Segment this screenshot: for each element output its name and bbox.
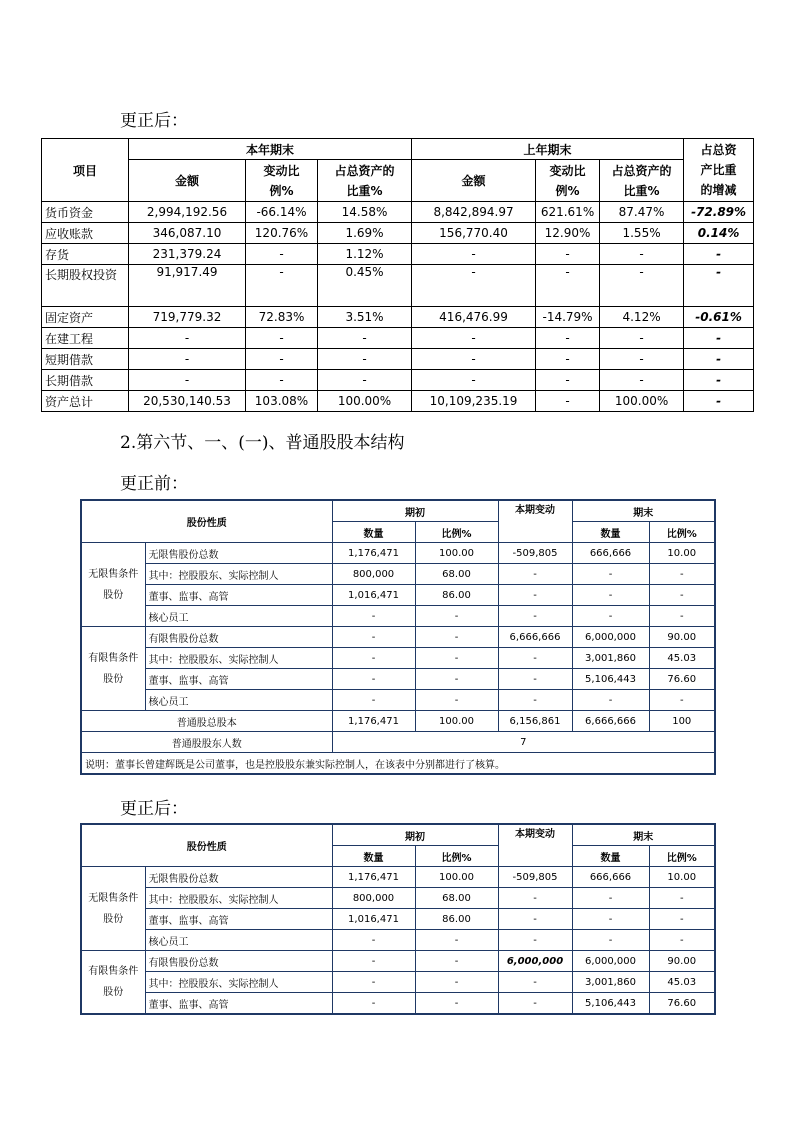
table-cell: -	[412, 244, 536, 265]
table-cell: 14.58%	[318, 202, 412, 223]
table-cell: -	[600, 370, 684, 391]
table-cell: 有限售股份总数	[145, 627, 332, 648]
table-row	[81, 669, 715, 690]
table-cell: -509,805	[498, 867, 572, 888]
table-row	[81, 564, 715, 585]
section-title: 2.第六节、一、(一)、普通股股本结构	[120, 433, 405, 453]
table-cell: -	[332, 627, 415, 648]
table-cell: 666,666	[572, 543, 649, 564]
table-row	[42, 370, 754, 391]
table-cell: -	[536, 391, 600, 412]
table-cell: 90.00	[649, 951, 715, 972]
table-cell: 董事、监事、高管	[145, 585, 332, 606]
table-cell: 核心员工	[145, 606, 332, 627]
table-cell: 货币资金	[42, 202, 129, 223]
header-qty: 数量	[332, 846, 415, 867]
table-row	[81, 930, 715, 951]
table-cell: 普通股总股本	[81, 711, 332, 732]
table-cell: 100	[649, 711, 715, 732]
table-row	[42, 349, 754, 370]
table-cell: 其中：控股股东、实际控制人	[145, 972, 332, 993]
table-cell: -	[246, 244, 318, 265]
table-cell: -	[332, 993, 415, 1015]
table-cell: -	[412, 370, 536, 391]
table-cell: 800,000	[332, 888, 415, 909]
table-cell: -	[536, 244, 600, 265]
header-qty-end: 数量	[572, 846, 649, 867]
header-amount-prior: 金额	[412, 160, 536, 202]
table-cell: -	[600, 328, 684, 349]
table-cell: -	[572, 606, 649, 627]
table-cell: 长期股权投资	[42, 265, 129, 307]
table-cell: -	[332, 606, 415, 627]
table-cell: -	[129, 328, 246, 349]
group-restricted: 有限售条件股份	[81, 951, 145, 1015]
table-cell: -	[412, 265, 536, 307]
table-cell: -	[572, 888, 649, 909]
table-cell: -	[498, 972, 572, 993]
table-cell: 100.00%	[600, 391, 684, 412]
table-row	[81, 951, 715, 972]
table-cell: 6,000,000	[572, 627, 649, 648]
table-cell: -	[684, 349, 754, 370]
table-cell: -	[415, 606, 498, 627]
table-cell: -	[536, 265, 600, 307]
table-cell: 100.00	[415, 867, 498, 888]
header-share-nature: 股份性质	[81, 824, 332, 867]
table-cell: -	[318, 370, 412, 391]
table-cell: -	[129, 349, 246, 370]
header-period-change: 本期变动	[498, 824, 572, 867]
header-ratio-end: 比例%	[649, 846, 715, 867]
holders-row	[81, 732, 715, 753]
header-share-nature: 股份性质	[81, 500, 332, 543]
table-cell: 10.00	[649, 867, 715, 888]
table-cell: -	[415, 648, 498, 669]
table-cell: 资产总计	[42, 391, 129, 412]
table-cell: 5,106,443	[572, 669, 649, 690]
header-qty: 数量	[332, 522, 415, 543]
table-cell: -	[246, 370, 318, 391]
table-cell: -	[572, 564, 649, 585]
table-row	[81, 867, 715, 888]
table-cell: 核心员工	[145, 690, 332, 711]
table-cell: -	[684, 391, 754, 412]
table-cell: -	[600, 349, 684, 370]
header-change-ratio: 变动比 例%	[246, 160, 318, 202]
table-row	[42, 391, 754, 412]
table-cell: -	[415, 993, 498, 1015]
table-cell: -	[684, 265, 754, 307]
table-cell: -	[498, 564, 572, 585]
table-cell: 90.00	[649, 627, 715, 648]
table-cell: 3,001,860	[572, 648, 649, 669]
table-cell: 10,109,235.19	[412, 391, 536, 412]
table-cell: 长期借款	[42, 370, 129, 391]
table-cell: 68.00	[415, 888, 498, 909]
table-cell: 621.61%	[536, 202, 600, 223]
table-cell: -	[649, 909, 715, 930]
table-cell: 2,994,192.56	[129, 202, 246, 223]
table-cell: 45.03	[649, 972, 715, 993]
table-cell: 其中：控股股东、实际控制人	[145, 648, 332, 669]
table-cell: -	[498, 585, 572, 606]
table-cell: -	[649, 606, 715, 627]
table-cell: -	[129, 370, 246, 391]
table-cell: -	[332, 690, 415, 711]
table-cell: -	[536, 349, 600, 370]
table-cell: 86.00	[415, 585, 498, 606]
table-cell: -	[332, 951, 415, 972]
table-cell: 20,530,140.53	[129, 391, 246, 412]
table-cell: -	[684, 328, 754, 349]
table-cell: -	[246, 349, 318, 370]
header-ratio: 比例%	[415, 522, 498, 543]
header-prior-year: 上年期末	[412, 139, 684, 160]
header-share-change: 占总资 产比重 的增减	[684, 139, 754, 202]
share-table-after	[80, 823, 716, 1015]
table-row	[81, 543, 715, 564]
table-cell: -	[649, 690, 715, 711]
table-cell: -	[332, 669, 415, 690]
table-cell: 86.00	[415, 909, 498, 930]
share-table-before	[80, 499, 716, 775]
table-cell: -	[600, 244, 684, 265]
table-cell: -	[498, 669, 572, 690]
table-cell: 8,842,894.97	[412, 202, 536, 223]
heading-before: 更正前：	[120, 474, 188, 494]
table-cell: -	[332, 930, 415, 951]
table-cell: 1,016,471	[332, 585, 415, 606]
table-cell: 0.45%	[318, 265, 412, 307]
table-cell: -	[415, 669, 498, 690]
table-cell: 72.83%	[246, 307, 318, 328]
table-cell: 91,917.49	[129, 265, 246, 307]
table-row	[42, 328, 754, 349]
table-cell: 12.90%	[536, 223, 600, 244]
table-cell: -	[332, 972, 415, 993]
corrected-value: 6,000,000	[498, 951, 572, 972]
table-cell: 100.00%	[318, 391, 412, 412]
table-cell: -	[415, 972, 498, 993]
header-end: 期末	[572, 500, 715, 522]
table-row	[81, 888, 715, 909]
table-cell: 核心员工	[145, 930, 332, 951]
total-row	[81, 711, 715, 732]
header-ratio: 比例%	[415, 846, 498, 867]
table-cell: 156,770.40	[412, 223, 536, 244]
table-cell: 应收账款	[42, 223, 129, 244]
table-cell: 1.55%	[600, 223, 684, 244]
table-row	[81, 972, 715, 993]
header-period-change: 本期变动	[498, 500, 572, 543]
table-cell: 1.69%	[318, 223, 412, 244]
table-cell: 董事、监事、高管	[145, 993, 332, 1015]
table-cell: 说明：董事长曾建辉既是公司董事，也是控股股东兼实际控制人，在该表中分别都进行了核算。	[81, 753, 715, 775]
table-cell: -	[572, 909, 649, 930]
table-row	[81, 909, 715, 930]
table-cell: 5,106,443	[572, 993, 649, 1015]
group-restricted: 有限售条件股份	[81, 627, 145, 711]
table-cell: -	[649, 585, 715, 606]
table-cell: 719,779.32	[129, 307, 246, 328]
table-cell: -	[498, 606, 572, 627]
table-cell: 6,666,666	[498, 627, 572, 648]
table-cell: -	[572, 690, 649, 711]
table-cell: -	[498, 909, 572, 930]
table-cell: -	[415, 951, 498, 972]
table-cell: -	[246, 328, 318, 349]
table-cell: -	[332, 648, 415, 669]
table-cell: -14.79%	[536, 307, 600, 328]
header-item: 项目	[42, 139, 129, 202]
table-cell: -	[412, 328, 536, 349]
table-cell: 3.51%	[318, 307, 412, 328]
table-row	[81, 993, 715, 1015]
heading-after-2: 更正后：	[120, 799, 188, 819]
table-cell: -	[536, 370, 600, 391]
table-cell: 45.03	[649, 648, 715, 669]
table-cell: -72.89%	[684, 202, 754, 223]
table-cell: 6,666,666	[572, 711, 649, 732]
header-ratio-end: 比例%	[649, 522, 715, 543]
table-cell: 1,016,471	[332, 909, 415, 930]
table-cell: -	[649, 564, 715, 585]
table-row	[81, 627, 715, 648]
table-cell: 7	[332, 732, 715, 753]
table-cell: 76.60	[649, 993, 715, 1015]
group-unrestricted: 无限售条件股份	[81, 543, 145, 627]
table-cell: -	[498, 690, 572, 711]
table-cell: 6,000,000	[572, 951, 649, 972]
table-cell: -66.14%	[246, 202, 318, 223]
table-cell: 103.08%	[246, 391, 318, 412]
header-end: 期末	[572, 824, 715, 846]
table-cell: 在建工程	[42, 328, 129, 349]
table-cell: 有限售股份总数	[145, 951, 332, 972]
table-cell: -	[684, 370, 754, 391]
table-cell: -	[572, 585, 649, 606]
table-cell: -	[649, 930, 715, 951]
table-cell: 固定资产	[42, 307, 129, 328]
header-begin: 期初	[332, 500, 498, 522]
table-cell: -	[498, 888, 572, 909]
table-cell: 存货	[42, 244, 129, 265]
table-cell: -	[318, 349, 412, 370]
table-cell: 无限售股份总数	[145, 867, 332, 888]
table-cell: 346,087.10	[129, 223, 246, 244]
table-row	[81, 690, 715, 711]
table-cell: 1.12%	[318, 244, 412, 265]
table-cell: -	[415, 627, 498, 648]
asset-table	[41, 138, 754, 412]
table-cell: 其中：控股股东、实际控制人	[145, 564, 332, 585]
table-cell: -	[498, 648, 572, 669]
table-cell: -	[649, 888, 715, 909]
table-cell: 231,379.24	[129, 244, 246, 265]
table-cell: -	[318, 328, 412, 349]
table-cell: -509,805	[498, 543, 572, 564]
table-cell: -	[246, 265, 318, 307]
table-cell: 100.00	[415, 711, 498, 732]
table-cell: 董事、监事、高管	[145, 909, 332, 930]
table-cell: 1,176,471	[332, 711, 415, 732]
table-cell: 4.12%	[600, 307, 684, 328]
table-cell: 800,000	[332, 564, 415, 585]
header-asset-ratio: 占总资产的 比重%	[318, 160, 412, 202]
table-row	[42, 244, 754, 265]
table-row	[81, 606, 715, 627]
header-asset-ratio-prior: 占总资产的 比重%	[600, 160, 684, 202]
table-cell: 0.14%	[684, 223, 754, 244]
table-cell: 68.00	[415, 564, 498, 585]
table-cell: -	[415, 930, 498, 951]
table-cell: 其中：控股股东、实际控制人	[145, 888, 332, 909]
table-cell: -	[684, 244, 754, 265]
table-cell: 1,176,471	[332, 543, 415, 564]
table-cell: 普通股股东人数	[81, 732, 332, 753]
header-current-year: 本年期末	[129, 139, 412, 160]
table-cell: 10.00	[649, 543, 715, 564]
table-cell: -	[600, 265, 684, 307]
header-qty-end: 数量	[572, 522, 649, 543]
table-cell: 1,176,471	[332, 867, 415, 888]
table-cell: 6,156,861	[498, 711, 572, 732]
table-cell: 87.47%	[600, 202, 684, 223]
table-cell: 短期借款	[42, 349, 129, 370]
header-change-ratio-prior: 变动比 例%	[536, 160, 600, 202]
table-row	[42, 223, 754, 244]
table-cell: -	[572, 930, 649, 951]
table-row	[42, 265, 754, 307]
table-cell: 416,476.99	[412, 307, 536, 328]
table-cell: 无限售股份总数	[145, 543, 332, 564]
heading-after-1: 更正后：	[120, 111, 188, 131]
table-cell: 666,666	[572, 867, 649, 888]
table-cell: -	[412, 349, 536, 370]
table-row	[81, 648, 715, 669]
table-cell: -0.61%	[684, 307, 754, 328]
table-cell: 董事、监事、高管	[145, 669, 332, 690]
table-row	[42, 307, 754, 328]
table-cell: -	[498, 930, 572, 951]
header-begin: 期初	[332, 824, 498, 846]
table-cell: -	[498, 993, 572, 1015]
note-row	[81, 753, 715, 775]
header-amount: 金额	[129, 160, 246, 202]
table-row	[42, 202, 754, 223]
group-unrestricted: 无限售条件股份	[81, 867, 145, 951]
table-cell: 3,001,860	[572, 972, 649, 993]
table-cell: -	[536, 328, 600, 349]
table-cell: -	[415, 690, 498, 711]
table-cell: 120.76%	[246, 223, 318, 244]
table-cell: 100.00	[415, 543, 498, 564]
table-row	[81, 585, 715, 606]
table-cell: 76.60	[649, 669, 715, 690]
